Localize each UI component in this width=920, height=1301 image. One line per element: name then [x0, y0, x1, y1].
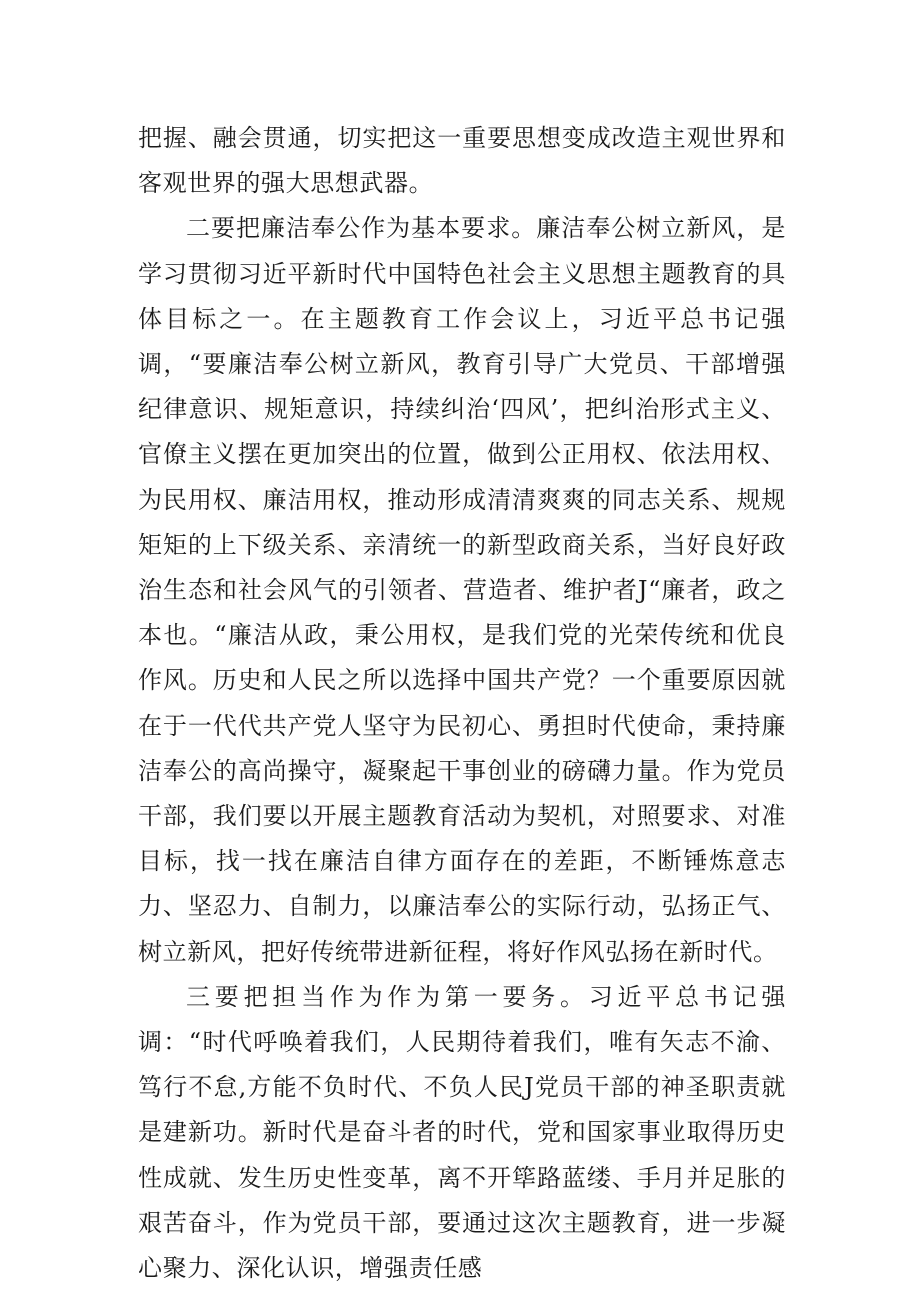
document-body	[138, 116, 786, 1291]
paragraph-integrity-requirement: 二要把廉洁奉公作为基本要求。廉洁奉公树立新风，是学习贯彻习近平新时代中国特色社会主义思想主题教育的具体目标之一。在主题教育工作会议上，习近平总书记强调，“要廉洁奉公树立新风，教育引导广大党员、干部增强纪律意识、规矩意识，持续纠治‘四风’，把纠治形式主义、官僚主义摆在更加突出的位置，做到公正用权、依法用权、为民用权、廉洁用权，推动形成清清爽爽的同志关系、规规矩矩的上下级关系、亲清统一的新型政商关系，当好良好政治生态和社会风气的引领者、营造者、维护者J“廉者，政之本也。“廉洁从政，秉公用权，是我们党的光荣传统和优良作风。历史和人民之所以选择中国共产党？一个重要原因就在于一代代共产党人坚守为民初心、勇担时代使命，秉持廉洁奉公的高尚操守，凝聚起干事创业的磅礴力量。作为党员干部，我们要以开展主题教育活动为契机，对照要求、对准目标，找一找在廉洁自律方面存在的差距，不断锤炼意志力、坚忍力、自制力，以廉洁奉公的实际行动，弘扬正气、树立新风，把好传统带进新征程，将好作风弘扬在新时代。	[138, 214, 786, 966]
paragraph-continuation: 把握、融会贯通，切实把这一重要思想变成改造主观世界和客观世界的强大思想武器。	[138, 124, 786, 198]
paragraph-responsibility-priority: 三要把担当作为作为第一要务。习近平总书记强调：“时代呼唤着我们，人民期待着我们，唯有矢志不渝、笃行不怠,方能不负时代、不负人民J党员干部的神圣职责就是建新功。新时代是奋斗者的时代，党和国家事业取得历史性成就、发生历史性变革，离不开筚路蓝缕、手月并足胀的艰苦奋斗，作为党员干部，要通过这次主题教育，进一步凝心聚力、深化认识，增强责任感	[138, 982, 786, 1283]
